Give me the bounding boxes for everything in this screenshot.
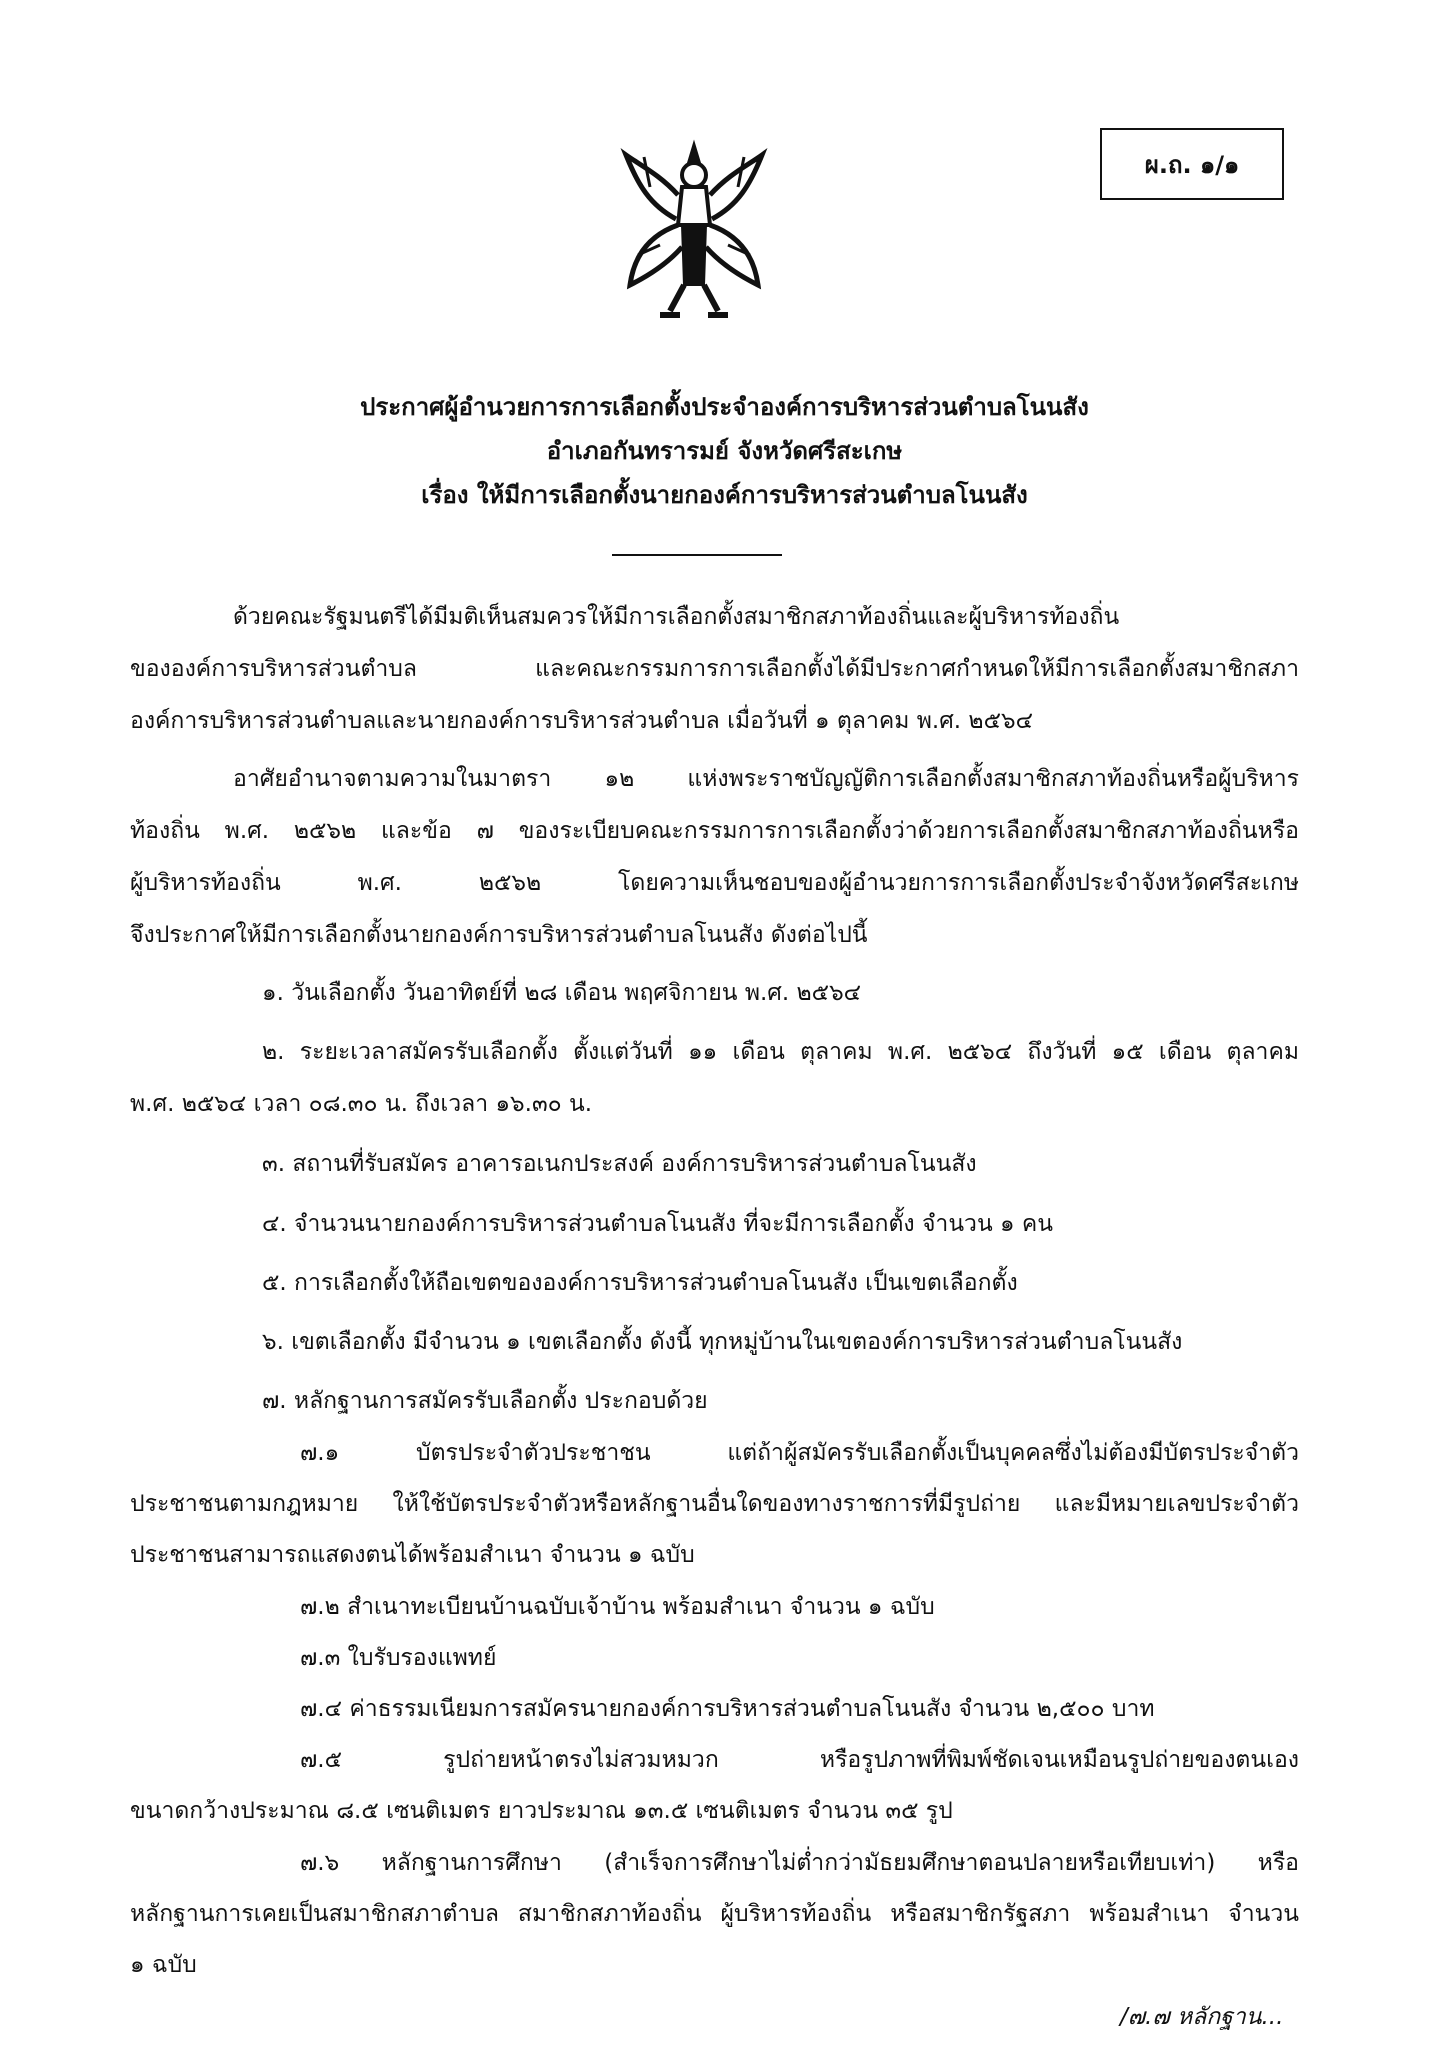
item-7-2: ๗.๒ สำเนาทะเบียนบ้านฉบับเจ้าบ้าน พร้อมสำเนา จำนวน ๑ ฉบับ xyxy=(300,1594,935,1620)
item-1: ๑. วันเลือกตั้ง วันอาทิตย์ที่ ๒๘ เดือน พฤศจิกายน พ.ศ. ๒๕๖๔ xyxy=(262,980,862,1006)
item-7-5-line-1: ๗.๕ รูปถ่ายหน้าตรงไม่สวมหมวก หรือรูปภาพที่พิมพ์ชัดเจนเหมือนรูปถ่ายของตนเอง xyxy=(300,1747,1299,1773)
item-7-1-line-1: ๗.๑ บัตรประจำตัวประชาชน แต่ถ้าผู้สมัครรับเลือกตั้งเป็นบุคคลซึ่งไม่ต้องมีบัตรประจำตัว xyxy=(300,1440,1299,1466)
item-7-6-line-2: หลักฐานการเคยเป็นสมาชิกสภาตำบล สมาชิกสภาท้องถิ่น ผู้บริหารท้องถิ่น หรือสมาชิกรัฐสภา พร้อมสำเนา จำนวน xyxy=(130,1901,1299,1927)
paragraph-2-line-1: อาศัยอำนาจตามความในมาตรา ๑๒ แห่งพระราชบัญญัติการเลือกตั้งสมาชิกสภาท้องถิ่นหรือผู้บริหาร xyxy=(233,766,1299,792)
item-7-1-line-3: ประชาชนสามารถแสดงตนได้พร้อมสำเนา จำนวน ๑ ฉบับ xyxy=(130,1542,695,1568)
item-3: ๓. สถานที่รับสมัคร อาคารอเนกประสงค์ องค์การบริหารส่วนตำบลโนนสัง xyxy=(262,1151,977,1177)
announcement-header xyxy=(0,385,1449,517)
item-7-6-line-1: ๗.๖ หลักฐานการศึกษา (สำเร็จการศึกษาไม่ต่ำกว่ามัธยมศึกษาตอนปลายหรือเทียบเท่า) หรือ xyxy=(300,1850,1299,1876)
item-7: ๗. หลักฐานการสมัครรับเลือกตั้ง ประกอบด้วย xyxy=(262,1388,708,1414)
item-7-3: ๗.๓ ใบรับรองแพทย์ xyxy=(300,1645,497,1671)
item-7-1-line-2: ประชาชนตามกฎหมาย ให้ใช้บัตรประจำตัวหรือหลักฐานอื่นใดของทางราชการที่มีรูปถ่าย และมีหมายเลขประจำตัว xyxy=(130,1491,1299,1517)
item-4: ๔. จำนวนนายกองค์การบริหารส่วนตำบลโนนสัง ที่จะมีการเลือกตั้ง จำนวน ๑ คน xyxy=(262,1211,1054,1237)
header-divider xyxy=(612,554,782,556)
header-line-1: ประกาศผู้อำนวยการการเลือกตั้งประจำองค์การบริหารส่วนตำบลโนนสัง xyxy=(360,393,1089,421)
form-code-text: ผ.ถ. ๑/๑ xyxy=(1144,150,1240,179)
item-7-5-line-2: ขนาดกว้างประมาณ ๘.๕ เซนติเมตร ยาวประมาณ ๑๓.๕ เซนติเมตร จำนวน ๓๕ รูป xyxy=(130,1798,953,1824)
header-line-3: เรื่อง ให้มีการเลือกตั้งนายกองค์การบริหารส่วนตำบลโนนสัง xyxy=(421,481,1028,509)
item-7-6-line-3: ๑ ฉบับ xyxy=(130,1952,197,1978)
item-2-line-1: ๒. ระยะเวลาสมัครรับเลือกตั้ง ตั้งแต่วันที่ ๑๑ เดือน ตุลาคม พ.ศ. ๒๕๖๔ ถึงวันที่ ๑๕ เดือน ตุลาคม xyxy=(262,1039,1300,1065)
item-5: ๕. การเลือกตั้งให้ถือเขตขององค์การบริหารส่วนตำบลโนนสัง เป็นเขตเลือกตั้ง xyxy=(262,1270,1018,1296)
item-2-line-2: พ.ศ. ๒๕๖๔ เวลา ๐๘.๓๐ น. ถึงเวลา ๑๖.๓๐ น. xyxy=(130,1091,593,1117)
paragraph-2-line-3: ผู้บริหารท้องถิ่น พ.ศ. ๒๕๖๒ โดยความเห็นชอบของผู้อำนวยการการเลือกตั้งประจำจังหวัดศรีสะเกษ xyxy=(130,870,1299,896)
paragraph-1-line-1: ด้วยคณะรัฐมนตรีได้มีมติเห็นสมควรให้มีการเลือกตั้งสมาชิกสภาท้องถิ่นและผู้บริหารท้องถิ่น xyxy=(233,604,1120,630)
paragraph-1-line-3: องค์การบริหารส่วนตำบลและนายกองค์การบริหารส่วนตำบล เมื่อวันที่ ๑ ตุลาคม พ.ศ. ๒๕๖๔ xyxy=(130,708,1034,734)
form-code-box xyxy=(1100,128,1284,200)
continuation-marker: /๗.๗ หลักฐาน... xyxy=(1120,2004,1284,2030)
paragraph-1-line-2: ขององค์การบริหารส่วนตำบล และคณะกรรมการการเลือกตั้งได้มีประกาศกำหนดให้มีการเลือกตั้งสมาชิกสภา xyxy=(130,656,1299,682)
item-6: ๖. เขตเลือกตั้ง มีจำนวน ๑ เขตเลือกตั้ง ดังนี้ ทุกหมู่บ้านในเขตองค์การบริหารส่วนตำบลโนนสัง xyxy=(262,1329,1183,1355)
paragraph-2-line-2: ท้องถิ่น พ.ศ. ๒๕๖๒ และข้อ ๗ ของระเบียบคณะกรรมการการเลือกตั้งว่าด้วยการเลือกตั้งสมาชิกสภาท้องถิ่นหรือ xyxy=(130,818,1299,844)
garuda-emblem-icon xyxy=(620,135,768,335)
item-7-4: ๗.๔ ค่าธรรมเนียมการสมัครนายกองค์การบริหารส่วนตำบลโนนสัง จำนวน ๒,๕๐๐ บาท xyxy=(300,1696,1155,1722)
paragraph-2-line-4: จึงประกาศให้มีการเลือกตั้งนายกองค์การบริหารส่วนตำบลโนนสัง ดังต่อไปนี้ xyxy=(130,922,868,948)
header-line-2: อำเภอกันทรารมย์ จังหวัดศรีสะเกษ xyxy=(546,437,903,465)
